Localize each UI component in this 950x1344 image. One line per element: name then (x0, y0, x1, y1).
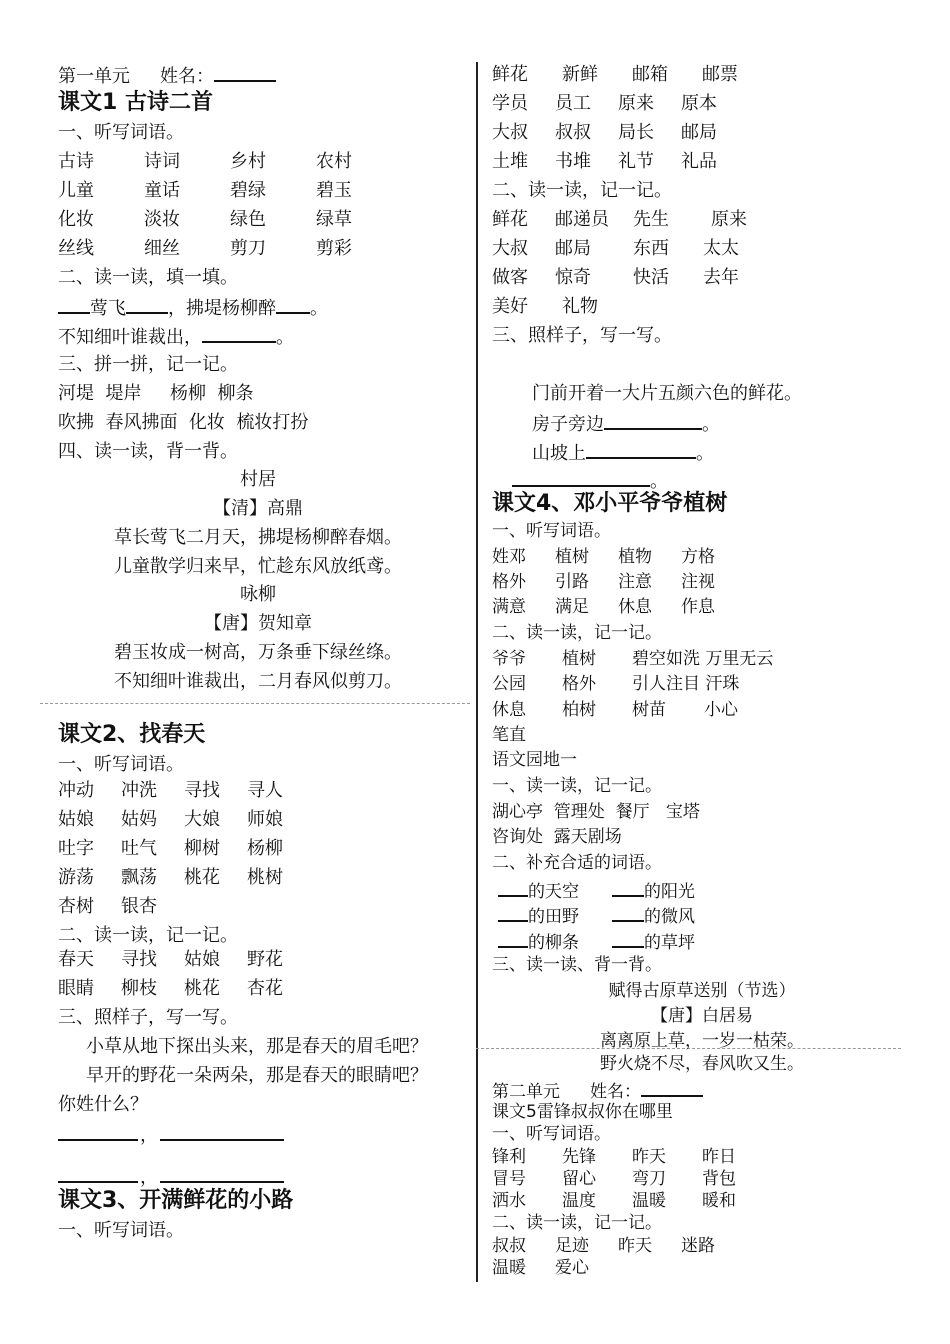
word-row: 笔直 (492, 725, 526, 745)
lesson5-title: 课文5雷锋叔叔你在哪里 (492, 1102, 673, 1122)
lesson4-section1: 一、听写词语。 (492, 521, 611, 541)
word-row: 儿童 童话 碧绿 碧玉 (58, 180, 352, 201)
garden-section1: 一、读一读，记一记。 (492, 776, 662, 796)
word-row: 姑娘 姑妈 大娘 师娘 (58, 809, 283, 830)
word-row: 美好 礼物 (492, 296, 598, 317)
column-divider (476, 62, 478, 1282)
name-label: 姓名： (590, 1082, 641, 1102)
lesson2-section2: 二、读一读，记一记。 (58, 925, 238, 946)
poem-line: 碧玉妆成一树高，万条垂下绿丝绦。 (114, 642, 402, 663)
word-row: 格外 引路 注意 注视 (492, 572, 715, 592)
lesson1-section2: 二、读一读，填一填。 (58, 267, 238, 288)
answer-blank[interactable] (160, 1163, 284, 1183)
lesson3-section2: 二、读一读，记一记。 (492, 180, 672, 201)
poem-line: 儿童散学归来早，忙趁东风放纸鸢。 (114, 556, 402, 577)
word-row: 冲动 冲洗 寻找 寻人 (58, 780, 283, 801)
word-row: 土堆 书堆 礼节 礼品 (492, 151, 717, 172)
example-sentence: 小草从地下探出头来，那是春天的眉毛吧？ (86, 1036, 428, 1057)
word-row: 鲜花 新鲜 邮箱 邮票 (492, 64, 738, 85)
poem-title: 村居 (240, 469, 276, 490)
answer-line: 山坡上 。 (532, 439, 714, 467)
word-row: 湖心亭 管理处 餐厅 宝塔 (492, 802, 700, 822)
answer-blank[interactable] (58, 1121, 138, 1141)
word-row: 鲜花 邮递员 先生 原来 (492, 209, 747, 230)
poem-title: 咏柳 (240, 584, 276, 605)
fill-blank[interactable] (276, 294, 310, 314)
example-sentence: 门前开着一大片五颜六色的鲜花。 (532, 383, 802, 404)
word-row: 大叔 叔叔 局长 邮局 (492, 122, 717, 143)
fill-blank[interactable] (612, 928, 644, 948)
lesson3-title: 课文3、开满鲜花的小路 (58, 1188, 294, 1213)
word-row: 叔叔 足迹 昨天 迷路 (492, 1236, 715, 1256)
word-row: 冒号 留心 弯刀 背包 (492, 1169, 736, 1189)
fill-blank[interactable] (498, 928, 528, 948)
lesson5-section2: 二、读一读，记一记。 (492, 1213, 662, 1233)
word-row: 吐字 吐气 柳树 杨柳 (58, 838, 283, 859)
word-row: 满意 满足 休息 作息 (492, 597, 715, 617)
fill-row: 的柳条 的草坪 (492, 928, 695, 955)
garden-section2: 二、补充合适的词语。 (492, 853, 662, 873)
lesson2-section1: 一、听写词语。 (58, 754, 184, 775)
word-row: 做客 惊奇 快活 去年 (492, 267, 739, 288)
lesson1-section3: 三、拼一拼，记一记。 (58, 354, 238, 375)
lesson3-section3: 三、照样子，写一写。 (492, 325, 672, 346)
answer-blank[interactable] (586, 439, 696, 459)
fill-blank[interactable] (612, 877, 644, 897)
word-row: 春天 寻找 姑娘 野花 (58, 949, 283, 970)
fill-blank[interactable] (202, 323, 276, 343)
word-row: 丝线 细丝 剪刀 剪彩 (58, 238, 352, 259)
word-row: 姓邓 植树 植物 方格 (492, 547, 715, 567)
word-row: 公园 格外 引人注目 汗珠 (492, 674, 740, 694)
unit1-header (58, 62, 306, 90)
word-row: 古诗 诗词 乡村 农村 (58, 151, 352, 172)
word-row: 锋利 先锋 昨天 昨日 (492, 1147, 736, 1167)
answer-blank[interactable] (512, 467, 650, 487)
word-row: 化妆 淡妆 绿色 绿草 (58, 209, 352, 230)
unit-label: 第一单元 (58, 66, 130, 87)
word-row: 洒水 温度 温暖 暖和 (492, 1191, 736, 1211)
lesson4-title: 课文4、邓小平爷爷植树 (492, 491, 728, 516)
section-divider-left (40, 703, 470, 704)
word-row: 学员 员工 原来 原本 (492, 93, 717, 114)
lesson3-section1: 一、听写词语。 (58, 1220, 184, 1241)
fill-blank[interactable] (126, 294, 168, 314)
answer-line: 。 (512, 467, 668, 495)
lesson2-section3: 三、照样子，写一写。 (58, 1007, 238, 1028)
word-row: 咨询处 露天剧场 (492, 827, 622, 847)
lesson1-title: 课文1 古诗二首 (58, 90, 213, 115)
answer-blank[interactable] (160, 1121, 284, 1141)
garden-title: 语文园地一 (492, 750, 577, 770)
fill-line-2: 不知细叶谁裁出， 。 (58, 323, 294, 351)
name-label: 姓名： (160, 66, 214, 87)
answer-blank[interactable] (58, 1163, 138, 1183)
poem-line: 不知细叶谁裁出，二月春风似剪刀。 (114, 671, 402, 692)
example-sentence: 早开的野花一朵两朵，那是春天的眼睛吧？ (86, 1065, 428, 1086)
lesson4-section2: 二、读一读，记一记。 (492, 623, 662, 643)
example-question: 你姓什么？ (58, 1094, 148, 1115)
poem-line: 野火烧不尽，春风吹又生。 (600, 1054, 804, 1074)
word-row: 游荡 飘荡 桃花 桃树 (58, 867, 283, 888)
fill-line-1: 莺飞 ，拂堤杨柳醉 。 (58, 294, 328, 322)
poem-author: 【清】高鼎 (213, 498, 303, 519)
fill-blank[interactable] (612, 902, 644, 922)
word-row: 休息 柏树 树苗 小心 (492, 700, 738, 720)
pinyin-line: 吹拂 春风拂面 化妆 梳妆打扮 (58, 412, 309, 433)
fill-row: 的天空 的阳光 (492, 877, 695, 904)
fill-blank[interactable] (498, 877, 528, 897)
pinyin-line: 河堤 堤岸 杨柳 柳条 (58, 383, 254, 404)
unit-label: 第二单元 (492, 1082, 560, 1102)
fill-row: 的田野 的微风 (492, 902, 695, 929)
poem-line: 离离原上草，一岁一枯荣。 (600, 1031, 804, 1051)
lesson5-section1: 一、听写词语。 (492, 1124, 611, 1144)
word-row: 眼睛 柳枝 桃花 杏花 (58, 978, 283, 999)
fill-blank[interactable] (58, 294, 90, 314)
word-row: 杏树 银杏 (58, 896, 157, 917)
poem-author: 【唐】贺知章 (204, 613, 312, 634)
lesson1-section4: 四、读一读，背一背。 (58, 441, 238, 462)
garden-section3: 三、读一读、背一背。 (492, 955, 662, 975)
lesson2-title: 课文2、找春天 (58, 722, 206, 747)
lesson1-section1: 一、听写词语。 (58, 122, 184, 143)
answer-blank[interactable] (604, 410, 702, 430)
name-blank[interactable] (214, 62, 276, 82)
answer-line: ， (58, 1121, 284, 1149)
answer-line: ， (58, 1163, 284, 1191)
name-blank[interactable] (641, 1077, 703, 1097)
word-row: 温暖 爱心 (492, 1258, 589, 1278)
poem-line: 草长莺飞二月天，拂堤杨柳醉春烟。 (114, 527, 402, 548)
word-row: 大叔 邮局 东西 太太 (492, 238, 739, 259)
poem-author: 【唐】白居易 (651, 1006, 753, 1026)
answer-line: 房子旁边 。 (532, 410, 720, 438)
poem-title: 赋得古原草送别（节选） (608, 981, 796, 1001)
word-row: 爷爷 植树 碧空如洗 万里无云 (492, 649, 774, 669)
fill-blank[interactable] (498, 902, 528, 922)
